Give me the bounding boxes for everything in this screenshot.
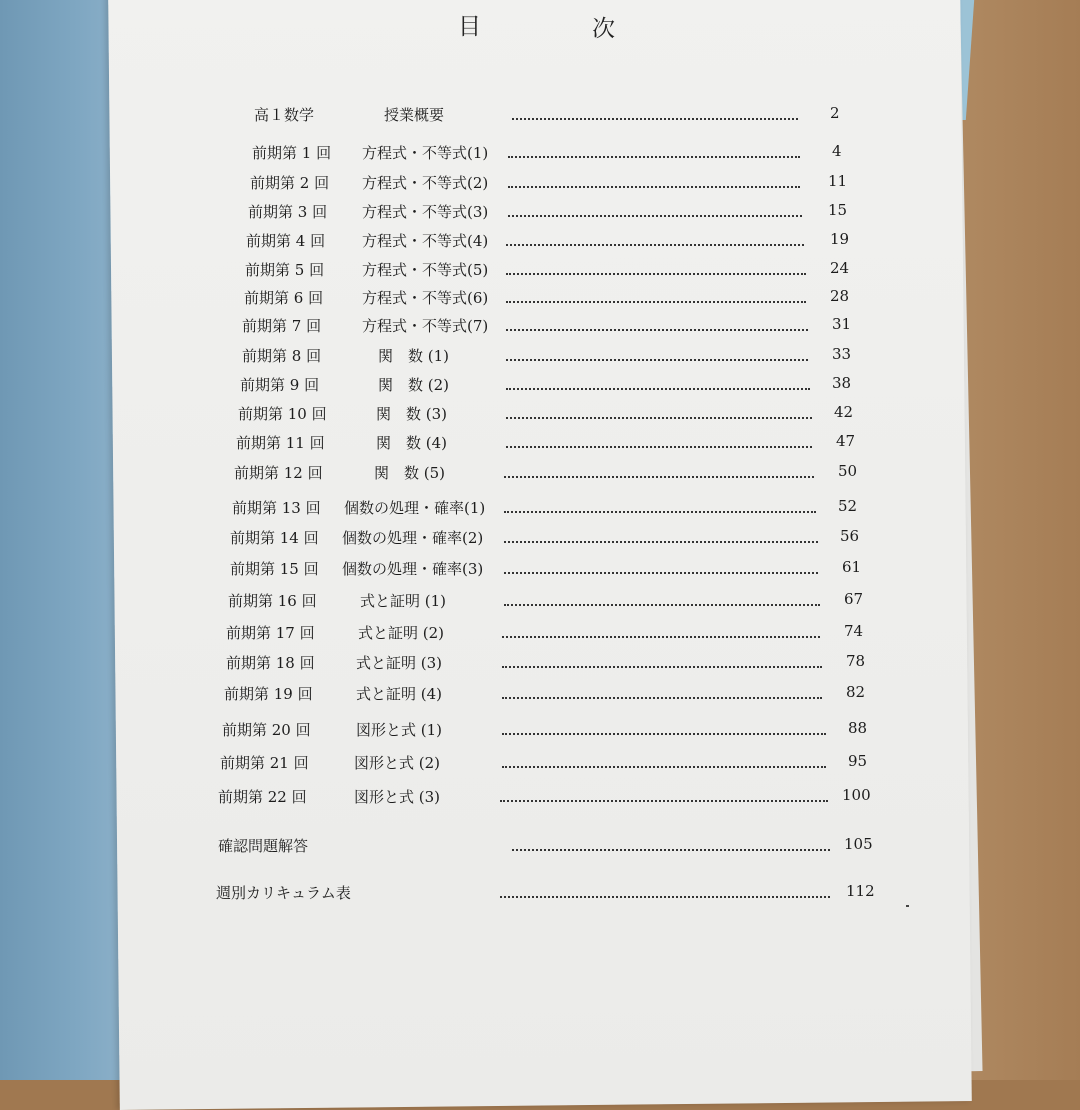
toc-entry (0, 719, 1080, 741)
toc-leader-dots (508, 186, 800, 188)
toc-entry-page-number: 24 (830, 259, 850, 277)
toc-entry-page-number: 4 (832, 142, 842, 160)
document-page (108, 0, 972, 1110)
toc-entry-label: 前期第 13 回 (232, 499, 321, 517)
toc-entry-title: 関 数 (2) (378, 376, 450, 394)
toc-entry-page-number: 100 (842, 786, 871, 804)
page-title-char-2: 次 (592, 16, 615, 42)
toc-entry-label: 前期第 21 回 (220, 754, 309, 772)
toc-entry-label: 前期第 17 回 (226, 624, 315, 642)
toc-entry-page-number: 61 (842, 558, 862, 576)
toc-entry (0, 201, 1080, 223)
toc-entry-label: 週別カリキュラム表 (216, 884, 351, 902)
toc-entry-title: 関 数 (3) (376, 405, 448, 423)
toc-leader-dots (506, 244, 804, 246)
toc-entry (0, 882, 1080, 904)
toc-entry (0, 403, 1080, 425)
toc-entry (0, 142, 1080, 164)
toc-entry-page-number: 15 (828, 201, 848, 219)
toc-entry-page-number: 78 (846, 652, 866, 670)
toc-leader-dots (502, 666, 822, 668)
toc-leader-dots (504, 572, 818, 574)
toc-entry-title: 個数の処理・確率(2) (342, 529, 484, 547)
toc-entry-page-number: 2 (830, 104, 840, 122)
toc-leader-dots (506, 301, 806, 303)
toc-entry-page-number: 74 (844, 622, 864, 640)
toc-entry-title: 図形と式 (2) (354, 754, 441, 772)
toc-entry-label: 前期第 4 回 (246, 232, 326, 250)
toc-entry-label: 前期第 10 回 (238, 405, 327, 423)
toc-entry (0, 786, 1080, 808)
toc-entry-page-number: 95 (848, 752, 868, 770)
toc-entry-label: 前期第 16 回 (228, 592, 317, 610)
toc-entry-title: 式と証明 (3) (356, 654, 443, 672)
toc-entry (0, 345, 1080, 367)
toc-entry-label: 前期第 8 回 (242, 347, 322, 365)
toc-entry (0, 287, 1080, 309)
toc-entry-page-number: 82 (846, 683, 866, 701)
toc-entry-title: 式と証明 (1) (360, 592, 447, 610)
toc-leader-dots (506, 417, 812, 419)
toc-leader-dots (508, 215, 802, 217)
toc-leader-dots (506, 359, 808, 361)
toc-entry (0, 558, 1080, 580)
toc-entry (0, 590, 1080, 612)
toc-leader-dots (504, 541, 818, 543)
toc-entry (0, 230, 1080, 252)
toc-leader-dots (506, 329, 808, 331)
toc-entry (0, 374, 1080, 396)
toc-entry (0, 315, 1080, 337)
toc-entry-title: 式と証明 (4) (356, 685, 443, 703)
toc-entry-label: 高１数学 (254, 106, 315, 124)
toc-leader-dots (512, 118, 798, 120)
toc-entry (0, 652, 1080, 674)
toc-leader-dots (502, 733, 826, 735)
toc-leader-dots (508, 156, 800, 158)
toc-entry-label: 前期第 3 回 (248, 203, 328, 221)
toc-entry-page-number: 56 (840, 527, 860, 545)
toc-entry-page-number: 112 (846, 882, 875, 900)
toc-leader-dots (502, 766, 826, 768)
toc-entry-page-number: 88 (848, 719, 868, 737)
toc-entry-label: 前期第 12 回 (234, 464, 323, 482)
toc-entry (0, 462, 1080, 484)
toc-entry (0, 259, 1080, 281)
toc-entry-title: 方程式・不等式(3) (362, 203, 489, 221)
toc-entry-label: 前期第 19 回 (224, 685, 313, 703)
toc-entry (0, 527, 1080, 549)
toc-entry-title: 方程式・不等式(5) (362, 261, 489, 279)
toc-entry-title: 式と証明 (2) (358, 624, 445, 642)
toc-entry-page-number: 67 (844, 590, 864, 608)
toc-leader-dots (506, 446, 812, 448)
toc-entry-title: 関 数 (1) (378, 347, 450, 365)
toc-entry-label: 前期第 15 回 (230, 560, 319, 578)
toc-entry-label: 確認問題解答 (218, 837, 309, 855)
toc-entry (0, 752, 1080, 774)
toc-leader-dots (512, 849, 830, 851)
toc-entry-title: 方程式・不等式(7) (362, 317, 489, 335)
toc-leader-dots (504, 604, 820, 606)
toc-entry-label: 前期第 11 回 (236, 434, 325, 452)
toc-entry-label: 前期第 6 回 (244, 289, 324, 307)
toc-entry-label: 前期第 5 回 (245, 261, 325, 279)
toc-entry-title: 個数の処理・確率(3) (342, 560, 484, 578)
toc-leader-dots (504, 511, 816, 513)
toc-entry (0, 835, 1080, 857)
toc-entry-label: 前期第 22 回 (218, 788, 307, 806)
toc-leader-dots (500, 896, 830, 898)
toc-entry-title: 方程式・不等式(1) (362, 144, 489, 162)
toc-entry (0, 432, 1080, 454)
toc-entry-title: 関 数 (5) (374, 464, 446, 482)
toc-entry-page-number: 28 (830, 287, 850, 305)
toc-entry-title: 図形と式 (3) (354, 788, 441, 806)
toc-entry-page-number: 105 (844, 835, 873, 853)
toc-leader-dots (500, 800, 828, 802)
toc-leader-dots (502, 697, 822, 699)
toc-entry-page-number: 33 (832, 345, 852, 363)
toc-entry-label: 前期第 20 回 (222, 721, 311, 739)
toc-leader-dots (504, 476, 814, 478)
toc-entry-label: 前期第 18 回 (226, 654, 315, 672)
toc-entry-title: 図形と式 (1) (356, 721, 443, 739)
toc-entry (0, 104, 1080, 126)
toc-entry-title: 関 数 (4) (376, 434, 448, 452)
toc-entry-title: 方程式・不等式(6) (362, 289, 489, 307)
toc-entry (0, 622, 1080, 644)
toc-entry-label: 前期第 1 回 (252, 144, 332, 162)
toc-entry-title: 授業概要 (384, 106, 445, 124)
toc-entry-page-number: 52 (838, 497, 858, 515)
toc-entry-page-number: 38 (832, 374, 852, 392)
toc-entry-page-number: 11 (828, 172, 848, 190)
toc-entry-label: 前期第 7 回 (242, 317, 322, 335)
toc-entry-label: 前期第 9 回 (240, 376, 320, 394)
toc-entry-page-number: 31 (832, 315, 852, 333)
toc-leader-dots (506, 388, 810, 390)
toc-leader-dots (506, 273, 806, 275)
toc-entry-page-number: 19 (830, 230, 850, 248)
toc-entry (0, 683, 1080, 705)
speck (906, 905, 909, 907)
toc-entry-title: 方程式・不等式(4) (362, 232, 489, 250)
toc-entry-label: 前期第 2 回 (250, 174, 330, 192)
page-title-char-1: 目 (458, 14, 481, 40)
toc-entry-page-number: 50 (838, 462, 858, 480)
toc-entry (0, 497, 1080, 519)
toc-leader-dots (502, 636, 820, 638)
toc-entry-page-number: 47 (836, 432, 856, 450)
toc-entry-title: 個数の処理・確率(1) (344, 499, 486, 517)
toc-entry-title: 方程式・不等式(2) (362, 174, 489, 192)
toc-entry-label: 前期第 14 回 (230, 529, 319, 547)
toc-entry (0, 172, 1080, 194)
toc-entry-page-number: 42 (834, 403, 854, 421)
